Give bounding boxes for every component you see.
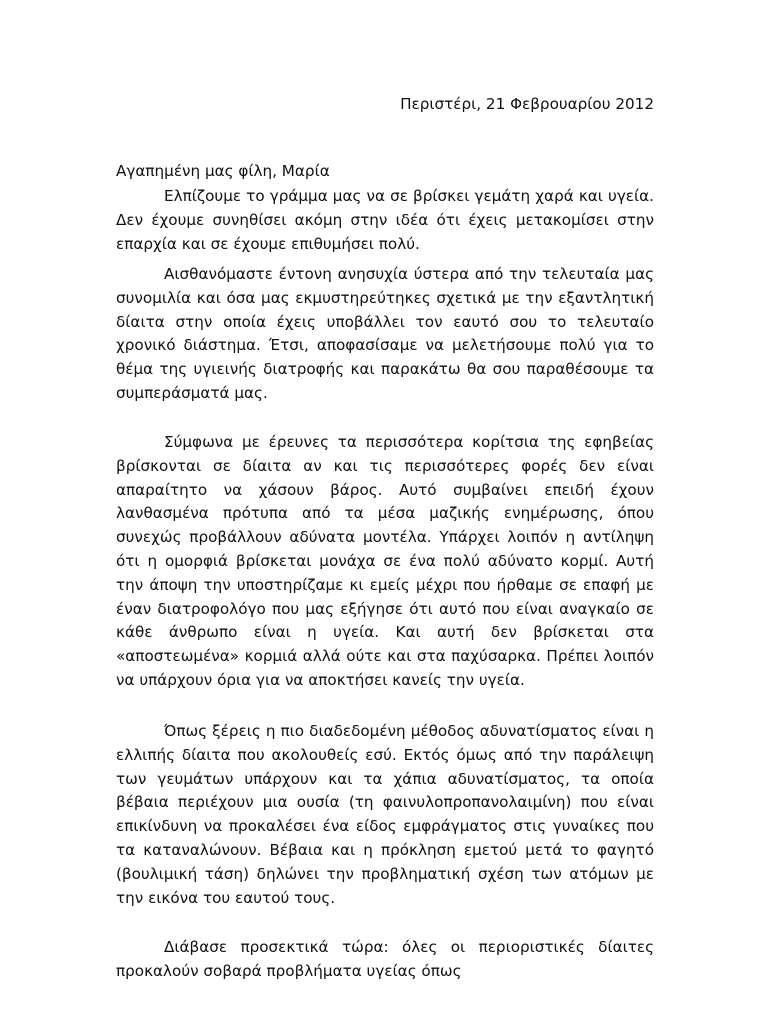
paragraph-5: Διάβασε προσεκτικά τώρα: όλες οι περιοριστικές δίαιτες προκαλούν σοβαρά προβλήματα υγείας όπως <box>116 938 654 980</box>
paragraph-4: Όπως ξέρεις η πιο διαδεδομένη μέθοδος αδυνατίσματος είναι η ελλιπής δίαιτα που ακολουθείς εσύ. Εκτός όμως από την παράλειψη των γευμάτων υπάρχουν και τα χάπια αδυνατίσματος, τα οποία βέβαια περιέχουν μια ουσία (τη φαινυλοπροπανολαιμίνη) που είναι επικίνδυνη να προκαλέσει ένα είδος εμφράγματος στις γυναίκες που τα καταναλώνουν. Βέβαια και η πρόκληση εμετού μετά το φαγητό (βουλιμική τάση) δηλώνει την προβληματική σχέση των ατόμων με την εικόνα του εαυτού τους. <box>116 722 654 907</box>
paragraph-2: Αισθανόμαστε έντονη ανησυχία ύστερα από την τελευταία μας συνομιλία και όσα μας εκμυστηρεύτηκες σχετικά με την εξαντλητική δίαιτα στην οποία έχεις υποβάλλει τον εαυτό σου το τελευταίο χρονικό διάστημα. Έτσι, αποφασίσαμε να μελετήσουμε πολύ για το θέμα της υγιεινής διατροφής και παρακάτω θα σου παραθέσουμε τα συμπεράσματά μας. <box>116 265 654 402</box>
date-line: Περιστέρι, 21 Φεβρουαρίου 2012 <box>400 95 654 113</box>
paragraph-3: Σύμφωνα με έρευνες τα περισσότερα κορίτσια της εφηβείας βρίσκονται σε δίαιτα αν και τις περισσότερες φορές δεν είναι απαραίτητο να χάσουν βάρος. Αυτό συμβαίνει επειδή έχουν λανθασμένα πρότυπα από τα μέσα μαζικής ενημέρωσης, όπου συνεχώς προβάλλουν αδύνατα μοντέλα. Υπάρχει λοιπόν η αντίληψη ότι η ομορφιά βρίσκεται μονάχα σε ένα πολύ αδύνατο κορμί. Αυτή την άποψη την υποστηρίζαμε κι εμείς μέχρι που ήρθαμε σε επαφή με έναν διατροφολόγο που μας εξήγησε ότι αυτό που είναι αναγκαίο σε κάθε άνθρωπο είναι η υγεία. Και αυτή δεν βρίσκεται στα «αποστεωμένα» κορμιά αλλά ούτε και στα παχύσαρκα. Πρέπει λοιπόν να υπάρχουν όρια για να αποκτήσει κανείς την υγεία. <box>116 433 654 689</box>
greeting: Αγαπημένη μας φίλη, Μαρία <box>116 162 330 180</box>
paragraph-1: Ελπίζουμε το γράμμα μας να σε βρίσκει γεμάτη χαρά και υγεία. Δεν έχουμε συνηθίσει ακόμη στην ιδέα ότι έχεις μετακομίσει στην επαρχία και σε έχουμε επιθυμήσει πολύ. <box>116 187 654 253</box>
